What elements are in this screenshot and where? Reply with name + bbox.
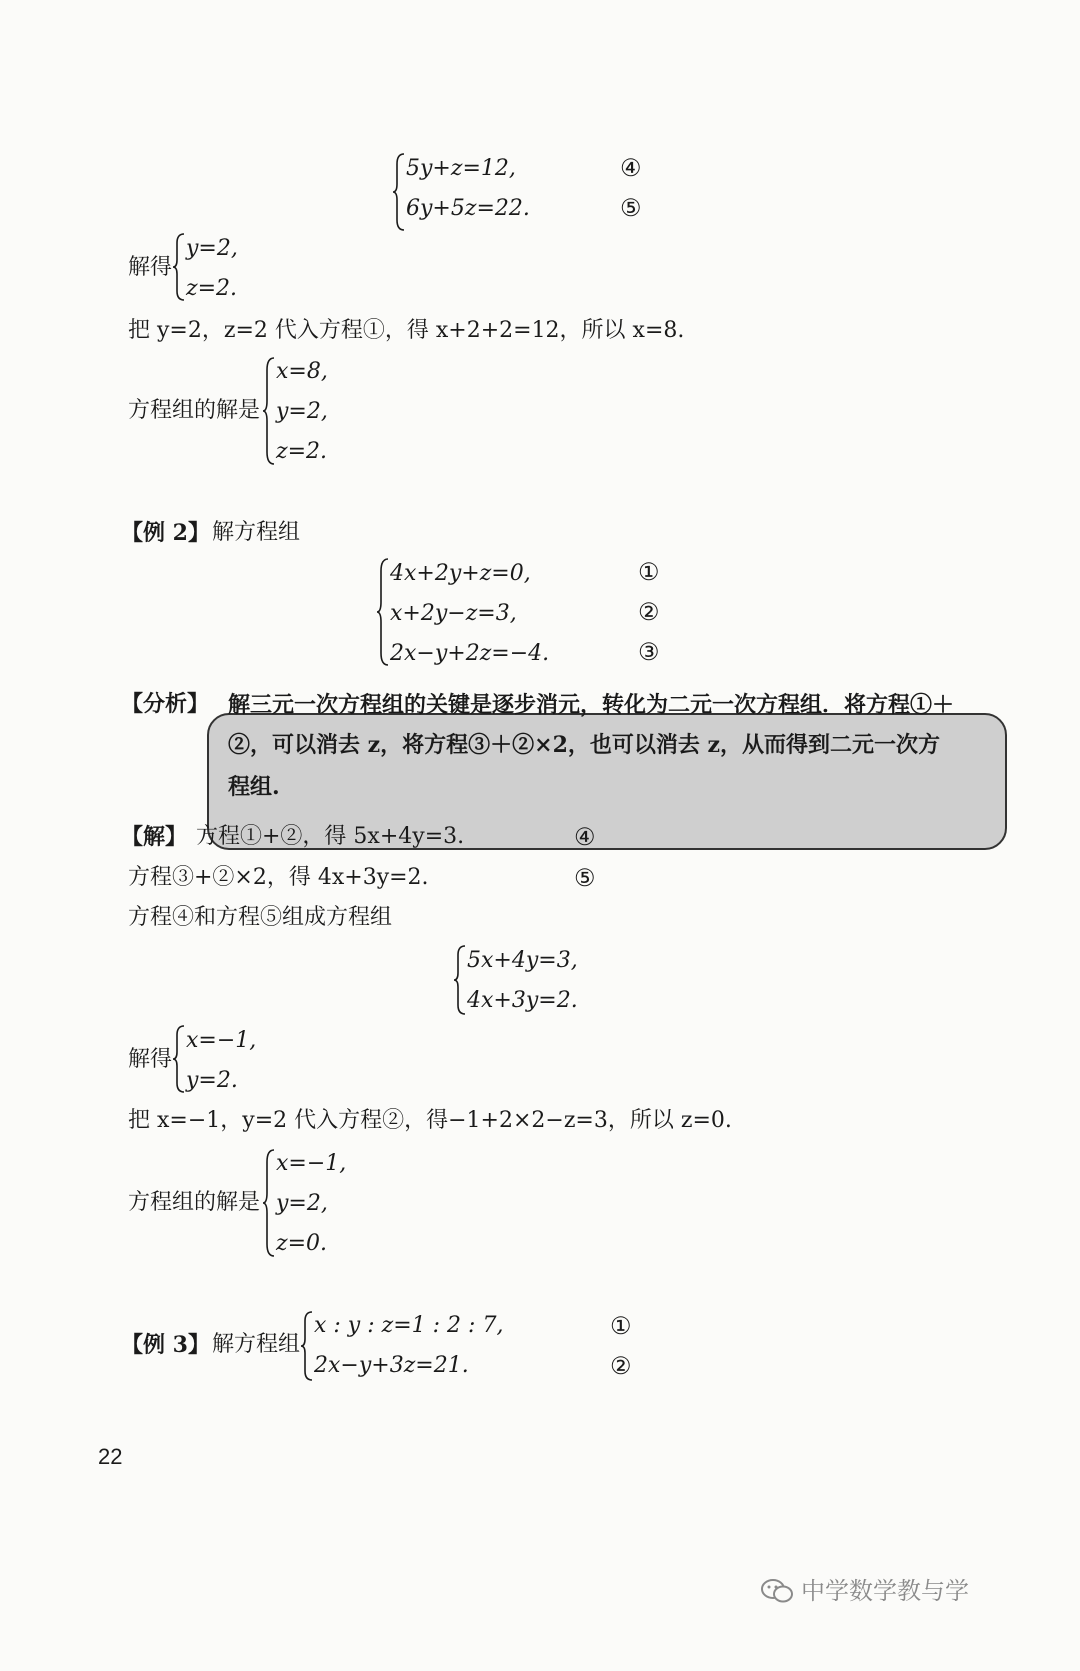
solution-label: 解得 <box>128 1047 173 1072</box>
solution-system-2 <box>172 1024 292 1094</box>
brace-icon <box>453 944 467 1016</box>
final-solution-system-2 <box>262 1148 382 1258</box>
equation-number: ② <box>638 598 660 626</box>
solution-label: 解得 <box>128 255 173 280</box>
solution-line: y=2, <box>276 399 328 424</box>
analysis-line: ②，可以消去 z，将方程③＋②×2，也可以消去 z，从而得到二元一次方 <box>228 732 941 758</box>
equation-number: ⑤ <box>574 864 596 892</box>
substitution-text: 把 x=−1，y=2 代入方程②，得−1+2×2−z=3，所以 z=0. <box>128 1108 732 1133</box>
equation-line: 4x+3y=2. <box>467 988 578 1013</box>
analysis-tag: 【分析】 <box>121 691 210 717</box>
brace-icon <box>172 232 186 302</box>
brace-icon <box>262 356 276 466</box>
analysis-line: 解三元一次方程组的关键是逐步消元，转化为二元一次方程组．将方程①＋ <box>228 692 955 718</box>
solution-step: 方程①+②，得 5x+4y=3. <box>196 824 465 849</box>
solution-line: y=2, <box>276 1191 328 1216</box>
equation-system-2 <box>376 557 596 667</box>
solution-line: y=2. <box>186 1068 238 1093</box>
equation-line: 6y+5z=22. <box>406 196 530 221</box>
brace-icon <box>376 557 390 667</box>
solution-step: 方程④和方程⑤组成方程组 <box>128 905 393 930</box>
equation-line: x : y : z=1 : 2 : 7, <box>314 1313 504 1338</box>
equation-number: ⑤ <box>620 194 642 222</box>
solution-line: x=8, <box>276 359 328 384</box>
equation-system-4 <box>300 1310 540 1382</box>
solution-tag: 【解】 <box>121 824 188 850</box>
solution-line: x=−1, <box>276 1151 347 1176</box>
equation-system-3 <box>453 944 613 1016</box>
solution-line: z=2. <box>186 276 238 301</box>
equation-line: 2x−y+3z=21. <box>314 1353 469 1378</box>
equation-line: 4x+2y+z=0, <box>390 561 531 586</box>
equation-line: x+2y−z=3, <box>390 601 517 626</box>
watermark <box>760 1577 969 1605</box>
final-solution-label: 方程组的解是 <box>128 398 261 423</box>
brace-icon <box>392 152 406 232</box>
equation-number: ② <box>610 1352 632 1380</box>
brace-icon <box>300 1310 314 1382</box>
equation-number: ④ <box>574 823 596 851</box>
analysis-line: 程组. <box>228 774 280 800</box>
substitution-text: 把 y=2，z=2 代入方程①，得 x+2+2=12，所以 x=8. <box>128 318 685 343</box>
final-solution-system-1 <box>262 356 382 466</box>
equation-line: 5y+z=12, <box>406 156 516 181</box>
example-3-title: 解方程组 <box>212 1332 301 1357</box>
equation-line: 5x+4y=3, <box>467 948 578 973</box>
example-2-tag: 【例 2】 <box>121 520 210 546</box>
brace-icon <box>172 1024 186 1094</box>
watermark-text: 中学数学教与学 <box>801 1577 969 1605</box>
solution-system-1 <box>172 232 292 302</box>
equation-system-1 <box>392 152 592 232</box>
solution-line: z=2. <box>276 439 328 464</box>
solution-step: 方程③+②×2，得 4x+3y=2. <box>128 865 429 890</box>
solution-line: y=2, <box>186 236 238 261</box>
equation-number: ④ <box>620 154 642 182</box>
equation-number: ① <box>638 558 660 586</box>
chat-bubble-icon <box>760 1577 794 1605</box>
example-3-tag: 【例 3】 <box>121 1332 210 1358</box>
equation-number: ③ <box>638 638 660 666</box>
solution-line: z=0. <box>276 1231 328 1256</box>
equation-line: 2x−y+2z=−4. <box>390 641 550 666</box>
example-2-title: 解方程组 <box>212 520 301 545</box>
solution-line: x=−1, <box>186 1028 257 1053</box>
final-solution-label: 方程组的解是 <box>128 1190 261 1215</box>
page-number: 22 <box>98 1444 123 1469</box>
equation-number: ① <box>610 1312 632 1340</box>
brace-icon <box>262 1148 276 1258</box>
